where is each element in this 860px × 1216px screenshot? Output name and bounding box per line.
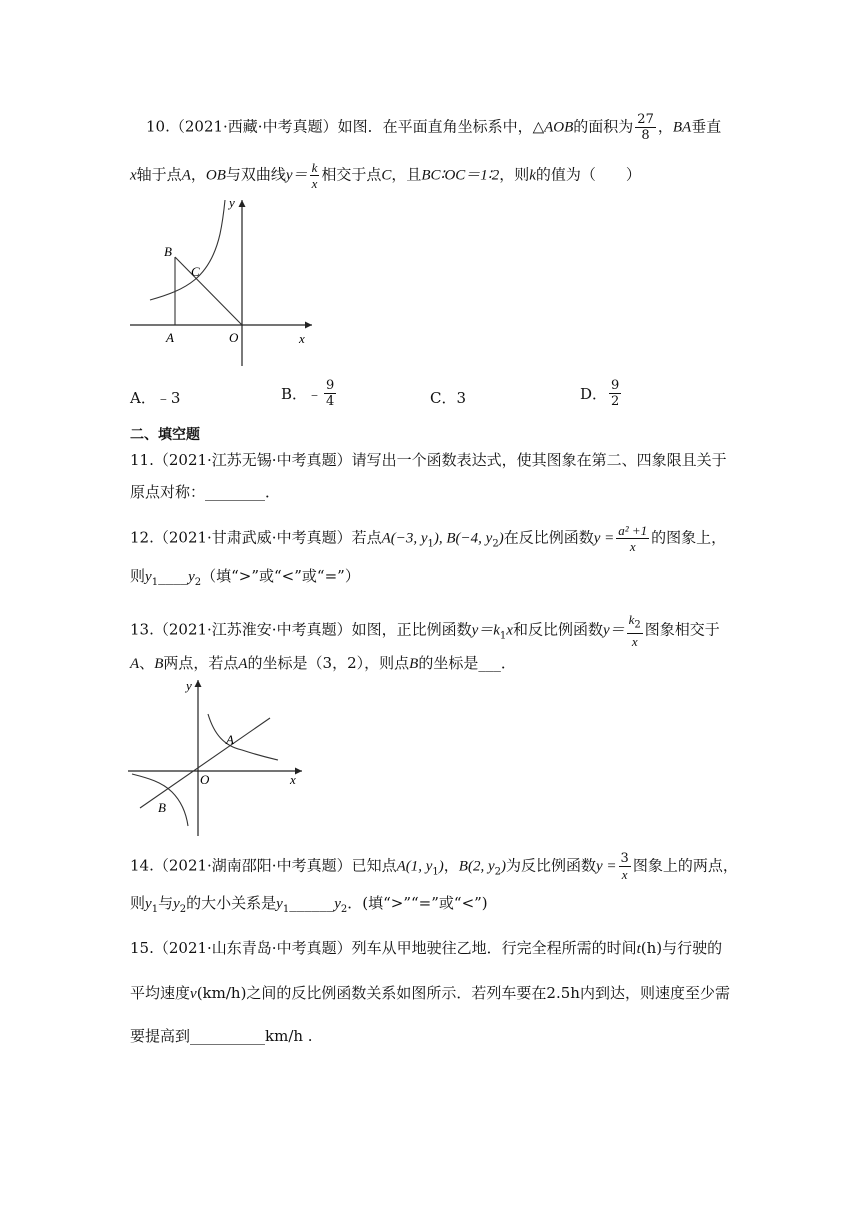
label-o: O: [229, 330, 239, 345]
q14-line2: 则$y_1$与$y_2$的大小关系是$y_1\_\_\_\_\_\_y_2$．(填“>”“=”或“<”): [130, 894, 488, 915]
label-x: x: [290, 772, 296, 787]
label-y: y: [229, 195, 235, 210]
q10-option-b[interactable]: B．﹣ $\frac{9}{4}$: [281, 378, 335, 409]
label-y: y: [186, 678, 192, 693]
q12-line1: 12.（2021·甘肃武威·中考真题）若点A(−3, $y_1$), B(−4, $y_2$)在反比例函数y = $\frac{\text{a² +1}}{x}$ 的图象上，: [130, 523, 727, 554]
q15-line2: 平均速度v(km/h)之间的反比例函数关系如图所示．若列车要在2.5h内到达，则速度至少需: [130, 984, 730, 1002]
q10-option-a[interactable]: A．﹣3: [130, 389, 181, 407]
q15-line3: 要提高到__________km/h .: [130, 1027, 313, 1045]
q10-figure: [126, 194, 326, 374]
section-title-fill-in: 二、填空题: [130, 427, 200, 443]
q10-k-fraction: $\frac{k}{x}$: [311, 160, 318, 191]
q11-line2: 原点对称：________．: [130, 483, 281, 501]
q13-line1: 13.（2021·江苏淮安·中考真题）如图，正比例函数$y=k_1x$和反比例函数y＝ $\frac{k_2}{x}$ 图象相交于: [130, 612, 720, 649]
q10-area-fraction: $\frac{27}{8}$: [637, 112, 654, 143]
q10-option-d[interactable]: D． $\frac{9}{2}$: [580, 378, 620, 409]
segment-bo: [175, 257, 242, 325]
q10-line2: x轴于点A，OB与双曲线y＝ $\frac{k}{x}$ 相交于点C，且BC∶OC＝1∶2，则k的值为（ ）: [130, 160, 641, 191]
label-b: B: [158, 800, 166, 815]
q15-line1: 15.（2021·山东青岛·中考真题）列车从甲地驶往乙地．行完全程所需的时间t(h)与行驶的: [130, 939, 723, 957]
label-b: B: [164, 244, 172, 259]
q13-line2: A、B两点，若点A的坐标是（3，2），则点B的坐标是___．: [130, 654, 516, 672]
q14-line1: 14.（2021·湖南邵阳·中考真题）已知点A(1, $y_1$)，B(2, $y_2$)为反比例函数y = $\frac{3}{x}$ 图象上的两点，: [130, 851, 738, 882]
label-o: O: [200, 772, 210, 787]
q12-line2: 则$y_1\_\_\_\_y_2$（填“>”或“<”或“=”）: [130, 567, 360, 588]
proportional-line: [140, 718, 270, 808]
label-x: x: [299, 331, 305, 346]
label-a: A: [166, 330, 174, 345]
label-c: C: [191, 264, 200, 279]
q13-figure: [128, 676, 318, 841]
hyperbola-curve: [150, 200, 225, 300]
q11-line1: 11.（2021·江苏无锡·中考真题）请写出一个函数表达式，使其图象在第二、四象限且关于: [130, 451, 727, 469]
q10-line1: 10.（2021·西藏·中考真题）如图．在平面直角坐标系中，△AOB的面积为 $\frac{27}{8}$ ，BA垂直: [146, 112, 722, 143]
q10-option-c[interactable]: C．3: [430, 389, 467, 407]
label-a: A: [226, 732, 234, 747]
